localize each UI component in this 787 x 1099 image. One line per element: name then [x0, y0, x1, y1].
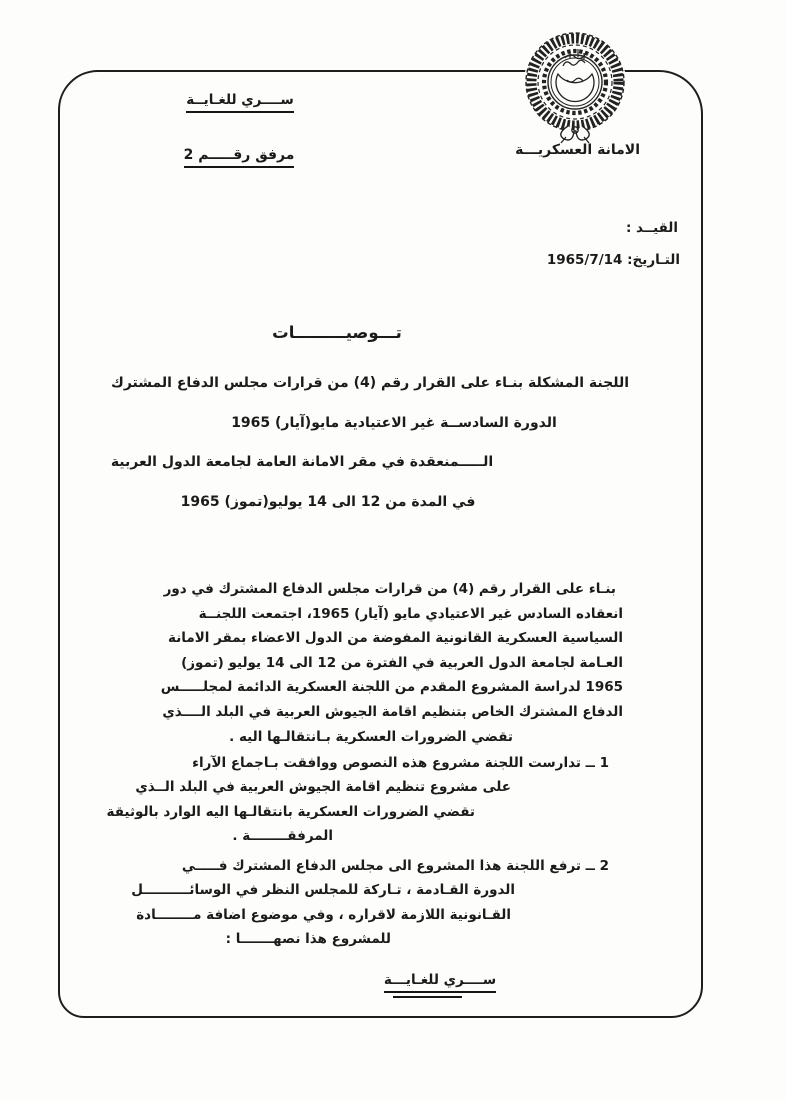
- preamble-block: [100, 364, 640, 522]
- classification-stamp-top: [182, 92, 298, 113]
- date-field: التـاريخ: 1965/7/14: [546, 252, 680, 268]
- preamble-line: اللجنة المشكلة بنـاء على القرار رقم (4) من قرارات مجلس الدفاع المشترك: [111, 375, 629, 391]
- body-line: الدفاع المشترك الخاص بتنظيم اقامة الجيوش العربية في البلد الــــذي: [162, 703, 623, 720]
- body-line: العـامة لجامعة الدول العربية في الفترة من 12 الى 14 يوليو (تموز): [181, 654, 623, 671]
- item-line: القـانونية اللازمة لاقراره ، وفي موضوع اضافة مــــــــادة: [136, 906, 511, 923]
- document-title: تـــوصيـــــــــات: [272, 323, 402, 342]
- item-line: تقضي الضرورات العسكرية بانتقالـها اليه الوارد بالوثيقة: [106, 803, 475, 820]
- item-line: 2 ــ ترفع اللجنة هذا المشروع الى مجلس الدفاع المشترك فـــــي: [181, 858, 609, 874]
- arab-league-emblem-icon: [521, 26, 629, 146]
- secretariat-label: الامانة العسكريـــة: [515, 142, 640, 158]
- recommendation-item-2: [118, 854, 623, 952]
- body-line: انعقاده السادس غير الاعتيادي مايو (آيار) 1965، اجتمعت اللجنــة: [198, 605, 623, 622]
- item-line: 1 ــ تدارست اللجنة مشروع هذه النصوص ووافقت بـاجماع الآراء: [192, 755, 609, 771]
- item-line: للمشروع هذا نصهـــــــا :: [225, 931, 391, 948]
- item-line: الدورة القـادمة ، تـاركة للمجلس النظر في الوسائــــــــــل: [131, 882, 515, 899]
- registration-field: القيــد :: [625, 220, 678, 236]
- attachment-number-text: مرفق رقـــــم 2: [184, 147, 295, 168]
- body-line: تقضي الضرورات العسكرية بـانتقالـها اليه .: [229, 728, 513, 745]
- classification-bottom-text: ســــري للغـايـــة: [384, 972, 496, 993]
- preamble-line: الدورة السادســة غير الاعتيادية مايو(آيار) 1965: [231, 414, 557, 431]
- body-line: السياسية العسكرية القانونية المفوضة من الدول الاعضاء بمقر الامانة: [168, 630, 623, 647]
- body-paragraph: [118, 577, 623, 749]
- item-line: على مشروع تنظيم اقامة الجيوش العربية في البلد الــذي: [135, 779, 511, 796]
- body-line: بنـاء على القرار رقم (4) من قرارات مجلس الدفاع المشترك في دور: [163, 581, 616, 597]
- preamble-line: الـــــمنعقدة في مقر الامانة العامة لجامعة الدول العربية: [110, 454, 494, 470]
- item-line: المرفقــــــــة .: [232, 828, 333, 845]
- attachment-number: [182, 147, 296, 168]
- classification-top-text: ســــري للغـايــة: [186, 92, 294, 113]
- recommendation-item-1: [106, 751, 623, 849]
- body-line: 1965 لدراسة المشروع المقدم من اللجنة العسكرية الدائمة لمجلـــــس: [160, 679, 623, 696]
- preamble-line: في المدة من 12 الى 14 يوليو(تموز) 1965: [180, 493, 476, 510]
- classification-stamp-bottom: [374, 972, 506, 993]
